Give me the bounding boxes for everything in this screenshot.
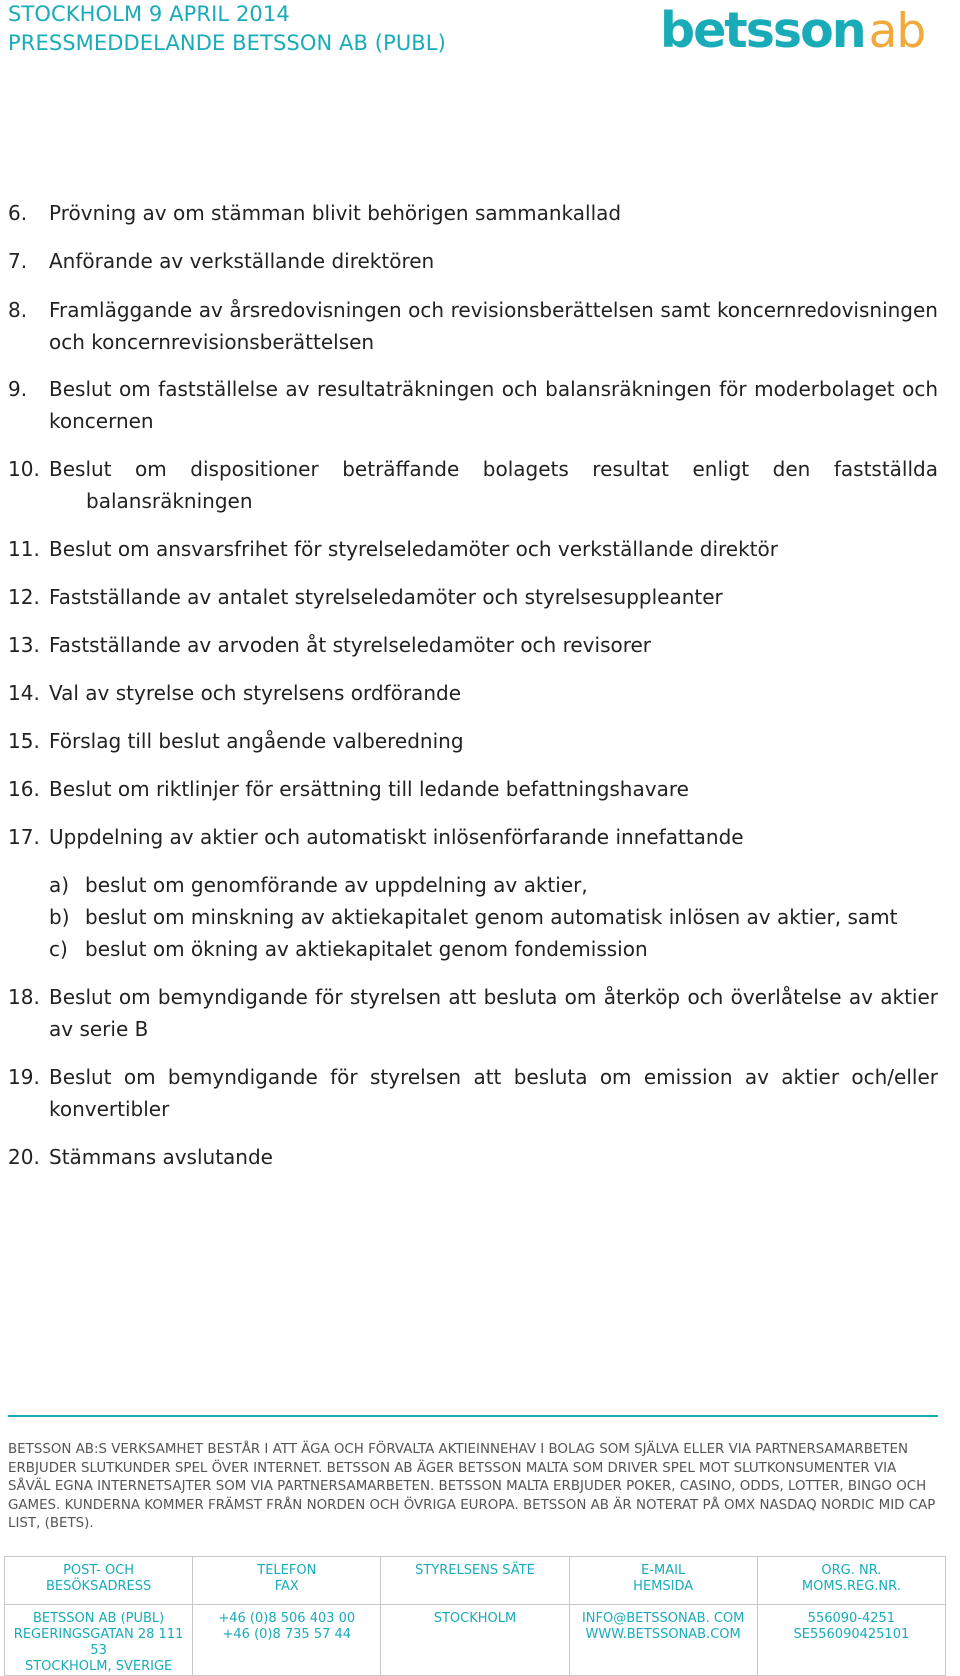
- footer-header-text: E-MAIL: [641, 1563, 686, 1578]
- footer-header-orgnr: [757, 1557, 945, 1605]
- footer-value-text: STOCKHOLM: [433, 1611, 517, 1626]
- footer-value-text: +46 (0)8 735 57 44: [222, 1627, 352, 1642]
- agenda-text: Val av styrelse och styrelsens ordförande: [49, 681, 461, 705]
- header-title-line: PRESSMEDDELANDE BETSSON AB (PUBL): [8, 31, 446, 55]
- press-release-header: [8, 0, 446, 58]
- agenda-number: 10.: [8, 457, 40, 481]
- logo-word-betsson: betsson: [660, 2, 865, 59]
- footer-header-text: MOMS.REG.NR.: [801, 1579, 901, 1594]
- agenda-number: 15.: [8, 729, 40, 753]
- footer-header-text: HEMSIDA: [633, 1579, 694, 1594]
- subitem-label: a): [49, 873, 70, 897]
- footer-header-text: STYRELSENS SÄTE: [415, 1563, 535, 1578]
- agenda-number: 12.: [8, 585, 40, 609]
- agenda-text: Förslag till beslut angående valberedning: [49, 729, 464, 753]
- footer-header-text: ORG. NR.: [821, 1563, 882, 1578]
- agenda-number: 14.: [8, 681, 40, 705]
- footer-header-text: FAX: [274, 1579, 299, 1594]
- agenda-text: Uppdelning av aktier och automatiskt inlösenförfarande innefattande: [49, 825, 744, 849]
- agenda-text: Beslut om fastställelse av resultaträkningen och balansräkningen för moderbolaget och koncernen: [49, 377, 938, 433]
- subitem-label: c): [49, 937, 68, 961]
- footer-header-text: TELEFON: [257, 1563, 317, 1578]
- footer-value-text: STOCKHOLM, SVERIGE: [24, 1659, 173, 1674]
- agenda-number: 11.: [8, 537, 40, 561]
- footer-divider: [8, 1415, 938, 1417]
- footer-header-row: [5, 1557, 946, 1605]
- footer-value-text: BETSSON AB (PUBL): [32, 1611, 165, 1626]
- agenda-number: 7.: [8, 249, 28, 273]
- agenda-number: 16.: [8, 777, 40, 801]
- logo-word-ab: ab: [868, 4, 926, 59]
- agenda-text: Stämmans avslutande: [49, 1145, 273, 1169]
- agenda-text-line1: Beslut om dispositioner beträffande bolagets resultat enligt den fastställda: [49, 457, 938, 481]
- footer-value-text: 556090-4251: [807, 1611, 896, 1626]
- agenda-number: 17.: [8, 825, 40, 849]
- footer-value-text: +46 (0)8 506 403 00: [218, 1611, 356, 1626]
- company-info-table: [4, 1556, 946, 1676]
- agenda-text: Fastställande av arvoden åt styrelseledamöter och revisorer: [49, 633, 652, 657]
- footer-header-text: BESÖKSADRESS: [45, 1579, 152, 1594]
- subitem-label: b): [49, 905, 70, 929]
- agenda-number: 20.: [8, 1145, 40, 1169]
- agenda-number: 19.: [8, 1065, 40, 1089]
- agenda-text: Fastställande av antalet styrelseledamöter och styrelsesuppleanter: [49, 585, 723, 609]
- footer-header-text: POST- OCH: [63, 1563, 135, 1578]
- agenda-text: Beslut om riktlinjer för ersättning till ledande befattningshavare: [49, 777, 689, 801]
- footer-header-phone: [193, 1557, 381, 1605]
- footer-header-address: [5, 1557, 193, 1605]
- agenda-text: Prövning av om stämman blivit behörigen sammankallad: [49, 201, 622, 225]
- agenda-text: Anförande av verkställande direktören: [49, 249, 435, 273]
- footer-value-text: WWW.BETSSONAB.COM: [585, 1627, 741, 1642]
- betsson-ab-logo: [660, 2, 960, 58]
- subitem-text: beslut om genomförande av uppdelning av aktier,: [85, 873, 588, 897]
- agenda-number: 8.: [8, 298, 28, 322]
- subitem-text: beslut om ökning av aktiekapitalet genom fondemission: [85, 937, 648, 961]
- footer-value-text: REGERINGSGATAN 28 111 53: [13, 1627, 184, 1658]
- agenda-number: 13.: [8, 633, 40, 657]
- agenda-text: Beslut om bemyndigande för styrelsen att besluta om emission av aktier och/eller konvertibler: [49, 1065, 938, 1121]
- header-date-line: STOCKHOLM 9 APRIL 2014: [8, 2, 290, 26]
- agenda-text-line2: balansräkningen: [86, 489, 253, 513]
- footer-header-email: [569, 1557, 757, 1605]
- agenda-text: Beslut om bemyndigande för styrelsen att besluta om återköp och överlåtelse av aktier av serie B: [49, 985, 938, 1041]
- subitem-text: beslut om minskning av aktiekapitalet genom automatisk inlösen av aktier, samt: [85, 905, 898, 929]
- agenda-text: Framläggande av årsredovisningen och revisionsberättelsen samt koncernredovisningen och koncernrevisionsberättelsen: [49, 298, 938, 354]
- agenda-number: 18.: [8, 985, 40, 1009]
- agenda-number: 9.: [8, 377, 28, 401]
- agenda-number: 6.: [8, 201, 28, 225]
- footer-value-text: SE556090425101: [793, 1627, 910, 1642]
- footer-header-seat: [381, 1557, 569, 1605]
- footer-value-text: INFO@BETSSONAB. COM: [581, 1611, 745, 1626]
- company-description: BETSSON AB:S VERKSAMHET BESTÅR I ATT ÄGA OCH FÖRVALTA AKTIEINNEHAV I BOLAG SOM SJÄLVA ELLER VIA PARTNERSAMARBETEN ERBJUDER SLUTKUNDER SPEL ÖVER INTERNET. BETSSON AB ÄGER BETSSON MALTA SOM DRIVER SPEL MOT SLUTKONSUMENTER VIA SÅVÄL EGNA INTERNETSAJTER SOM VIA PARTNERSAMARBETEN. BETSSON MALTA ERBJUDER POKER, CASINO, ODDS, LOTTER, BINGO OCH GAMES. KUNDERNA KOMMER FRÄMST FRÅN NORDEN OCH ÖVRIGA EUROPA. BETSSON AB ÄR NOTERAT PÅ OMX NASDAQ NORDIC MID CAP LIST, (BETS).: [8, 1442, 936, 1531]
- agenda-text: Beslut om ansvarsfrihet för styrelseledamöter och verkställande direktör: [49, 537, 778, 561]
